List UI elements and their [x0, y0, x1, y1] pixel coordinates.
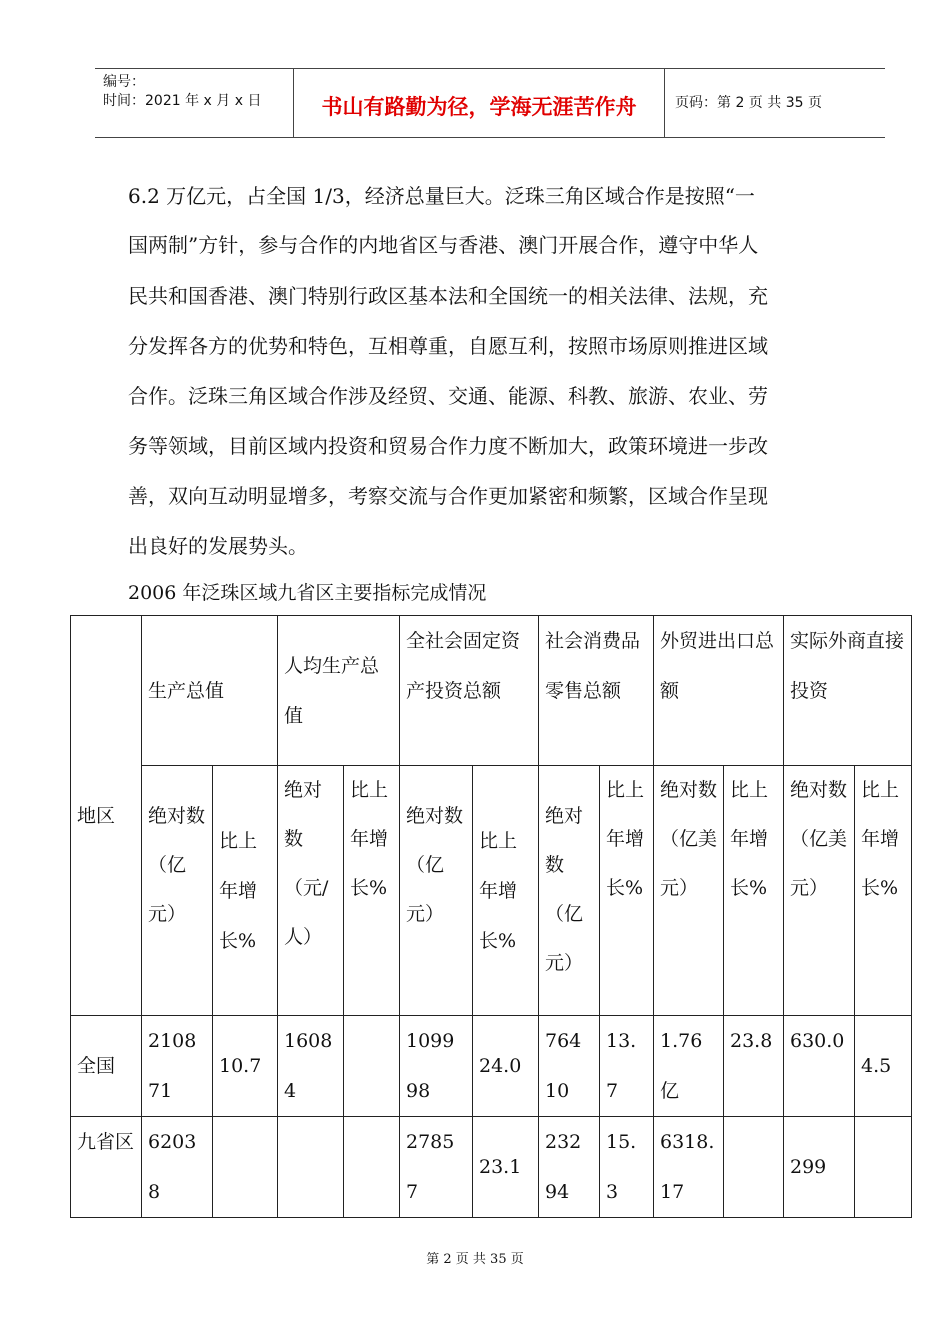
value-cell: 109998 [400, 1016, 473, 1117]
subheader-growth: 比上年增长% [213, 766, 278, 1016]
page-info: 页码：第 2 页 共 35 页 [675, 95, 822, 111]
paragraph-line: 民共和国香港、澳门特别行政区基本法和全国统一的相关法律、法规，充 [128, 284, 768, 308]
motto: 书山有路勤为径，学海无涯苦作舟 [321, 95, 637, 119]
number-label: 编号： [103, 74, 145, 90]
page-footer: 第 2 页 共 35 页 [426, 1252, 524, 1267]
header-meta [95, 69, 294, 137]
header-motto-cell [294, 69, 665, 137]
paragraph-line: 善，双向互动明显增多，考察交流与合作更加紧密和频繁，区域合作呈现 [128, 484, 768, 508]
value-cell [344, 1117, 400, 1218]
value-cell: 23294 [539, 1117, 600, 1218]
region-cell: 全国 [71, 1016, 142, 1117]
paragraph-line: 6.2 万亿元，占全国 1/3，经济总量巨大。泛珠三角区域合作是按照“一 [128, 184, 755, 208]
paragraph-line: 务等领域，目前区域内投资和贸易合作力度不断加大，政策环境进一步改 [128, 434, 768, 458]
subheader-abs: 绝对数（亿美元） [654, 766, 724, 1016]
group-header: 生产总值 [142, 616, 278, 766]
subheader-abs: 绝对数（亿元） [400, 766, 473, 1016]
subheader-abs: 绝对数（亿美元） [784, 766, 855, 1016]
value-cell: 15.3 [600, 1117, 654, 1218]
value-cell [278, 1117, 344, 1218]
value-cell: 4.5 [855, 1016, 912, 1117]
value-cell: 27857 [400, 1117, 473, 1218]
paragraph-line: 分发挥各方的优势和特色，互相尊重，自愿互利，按照市场原则推进区域 [128, 334, 768, 358]
group-header: 实际外商直接投资 [784, 616, 912, 766]
table-header-row [71, 616, 912, 766]
value-cell: 23.1 [473, 1117, 539, 1218]
value-cell [724, 1117, 784, 1218]
subheader-abs: 绝对数（亿元） [142, 766, 213, 1016]
region-cell: 九省区 [71, 1117, 142, 1218]
value-cell: 13.7 [600, 1016, 654, 1117]
time-label: 时间：2021 年 x 月 x 日 [103, 93, 262, 109]
subheader-growth: 比上年增长% [473, 766, 539, 1016]
value-cell: 76410 [539, 1016, 600, 1117]
value-cell [855, 1117, 912, 1218]
subheader-growth: 比上年增长% [724, 766, 784, 1016]
table-row [71, 1016, 912, 1117]
value-cell: 6318.17 [654, 1117, 724, 1218]
group-header: 社会消费品零售总额 [539, 616, 654, 766]
value-cell: 16084 [278, 1016, 344, 1117]
value-cell [213, 1117, 278, 1218]
value-cell: 62038 [142, 1117, 213, 1218]
subheader-growth: 比上年增长% [855, 766, 912, 1016]
value-cell: 24.0 [473, 1016, 539, 1117]
group-header: 全社会固定资产投资总额 [400, 616, 539, 766]
value-cell: 210871 [142, 1016, 213, 1117]
group-header: 人均生产总值 [278, 616, 400, 766]
subheader-abs: 绝对数（元/人） [278, 766, 344, 1016]
table-caption: 2006 年泛珠区域九省区主要指标完成情况 [128, 582, 487, 604]
group-header: 外贸进出口总额 [654, 616, 784, 766]
subheader-growth: 比上年增长% [600, 766, 654, 1016]
value-cell: 299 [784, 1117, 855, 1218]
value-cell: 1.76亿 [654, 1016, 724, 1117]
value-cell: 23.8 [724, 1016, 784, 1117]
region-header: 地区 [71, 616, 142, 1016]
paragraph-line: 出良好的发展势头。 [128, 534, 308, 558]
subheader-growth: 比上年增长% [344, 766, 400, 1016]
value-cell [344, 1016, 400, 1117]
value-cell: 630.0 [784, 1016, 855, 1117]
subheader-abs: 绝对数（亿元） [539, 766, 600, 1016]
value-cell: 10.7 [213, 1016, 278, 1117]
table-subheader-row [71, 766, 912, 1016]
indicator-table [70, 615, 912, 1218]
page-header [95, 68, 885, 138]
paragraph-line: 国两制”方针，参与合作的内地省区与香港、澳门开展合作，遵守中华人 [128, 233, 759, 257]
paragraph-line: 合作。泛珠三角区域合作涉及经贸、交通、能源、科教、旅游、农业、劳 [128, 384, 768, 408]
table-row [71, 1117, 912, 1218]
